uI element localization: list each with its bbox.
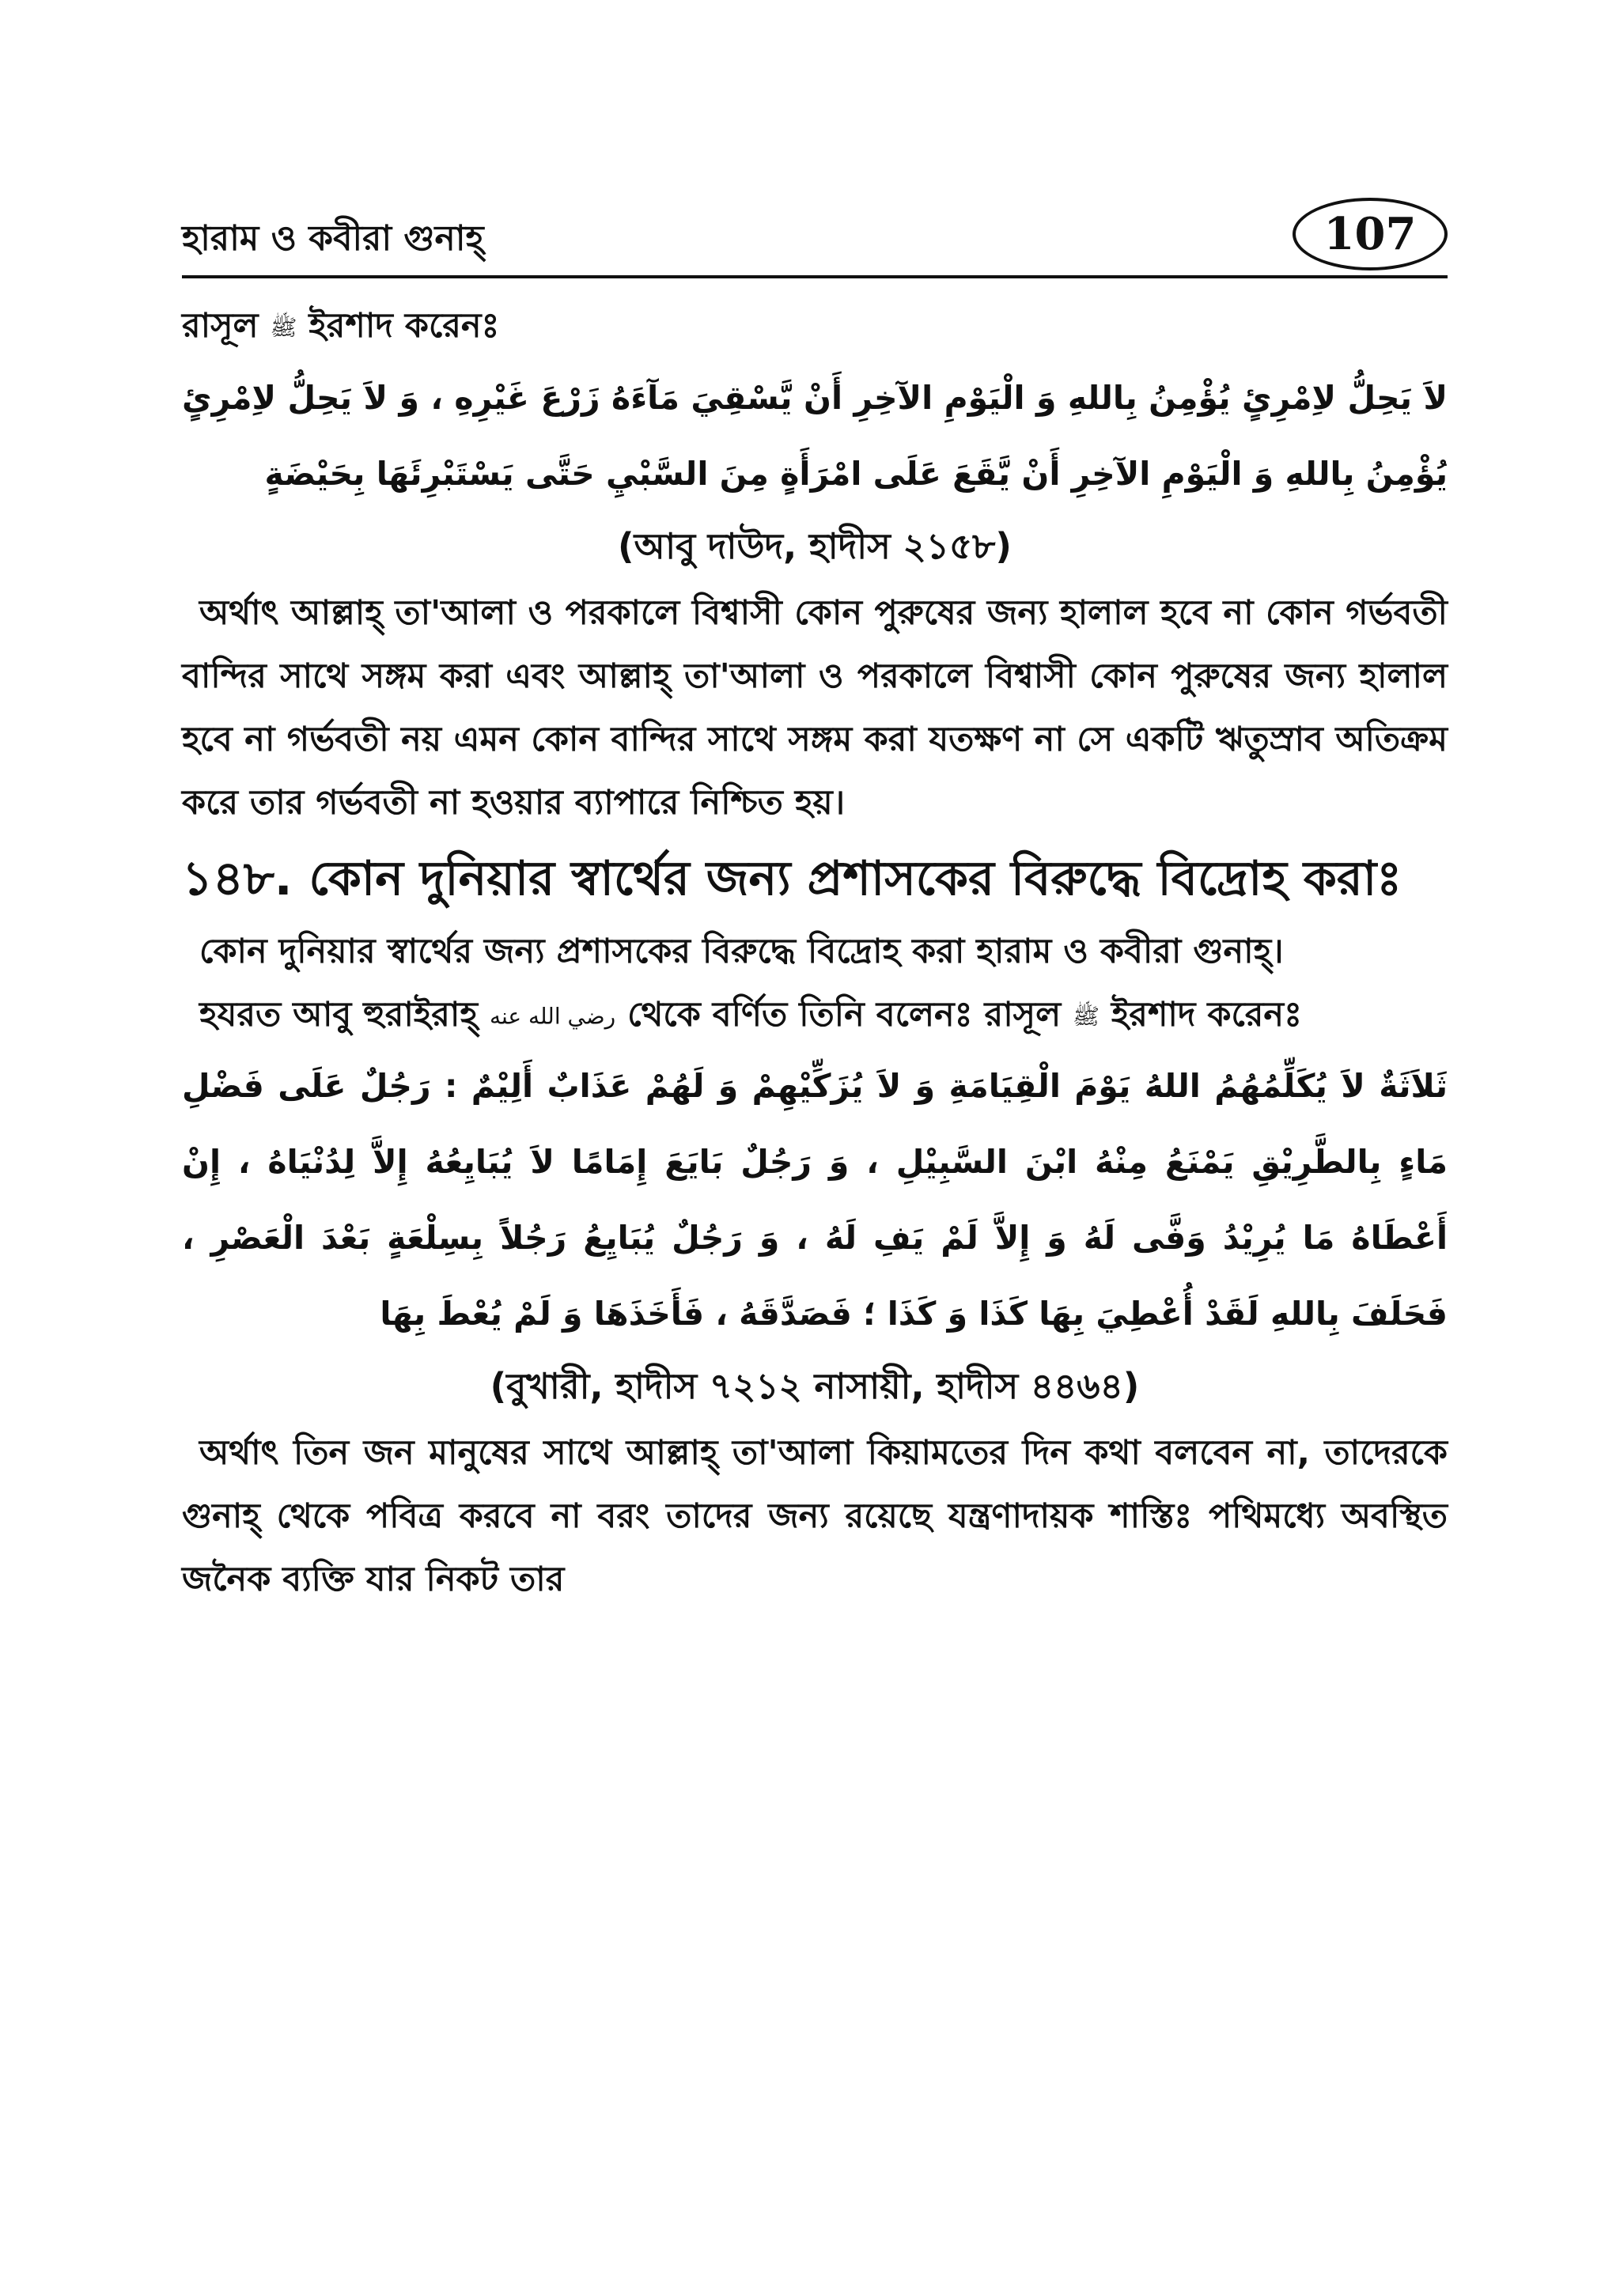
hadith1-translation: অর্থাৎ আল্লাহ্ তা'আলা ও পরকালে বিশ্বাসী কোন পুরুষের জন্য হালাল হবে না কোন গর্ভবতী বান্দির সাথে সঙ্গম করা এবং আল্লাহ্ তা'আলা ও পরকালে বিশ্বাসী কোন পুরুষের জন্য হালাল হবে না গর্ভবতী নয় এমন কোন বান্দির সাথে সঙ্গম করা যতক্ষণ না সে একটি ঋতুস্রাব অতিক্রম করে তার গর্ভবতী না হওয়ার ব্যাপারে নিশ্চিত হয়।	[182, 592, 1448, 823]
page-body	[182, 294, 1448, 1611]
narration-part3: ইরশাদ করেনঃ	[1111, 994, 1303, 1035]
hadith2-arabic-text: ثَلاَثَةٌ لاَ يُكَلِّمُهُمُ اللهُ يَوْمَ الْقِيَامَةِ وَ لاَ يُزَكِّيْهِمْ وَ لَهُمْ عَذَابٌ أَلِيْمٌ : رَجُلٌ عَلَى فَضْلِ مَاءٍ بِالطَّرِيْقِ يَمْنَعُ مِنْهُ ابْنَ السَّبِيْلِ ، وَ رَجُلٌ بَايَعَ إِمَامًا لاَ يُبَايِعُهُ إِلاَّ لِدُنْيَاهُ ، إِنْ أَعْطَاهُ مَا يُرِيْدُ وَفَّى لَهُ وَ إِلاَّ لَمْ يَفِ لَهُ ، وَ رَجُلٌ يُبَايِعُ رَجُلاً بِسِلْعَةٍ بَعْدَ الْعَصْرِ ، فَحَلَفَ بِاللهِ لَقَدْ أُعْطِيَ بِهَا كَذَا وَ كَذَا ؛ فَصَدَّقَهُ ، فَأَخَذَهَا وَ لَمْ يُعْطَ بِهَا	[182, 1067, 1448, 1333]
hadith1-intro	[182, 294, 1448, 360]
running-title: হারাম ও কবীরা গুনাহ্	[182, 218, 484, 259]
narration-part2: থেকে বর্ণিত তিনি বলেনঃ রাসূল	[627, 994, 1062, 1035]
page-number: 107	[1323, 208, 1417, 260]
salawat-honorific-icon: ﷺ	[1073, 1003, 1100, 1029]
narration-intro	[182, 983, 1448, 1049]
page-number-oval	[1293, 198, 1448, 270]
hadith2-reference: (বুখারী, হাদীস ৭২১২ নাসায়ী, হাদীস ৪৪৬৪)	[490, 1365, 1140, 1407]
section-heading-148: ১৪৮. কোন দুনিয়ার স্বার্থের জন্য প্রশাসকের বিরুদ্ধে বিদ্রোহ করাঃ	[182, 850, 1402, 906]
ruling-text: কোন দুনিয়ার স্বার্থের জন্য প্রশাসকের বিরুদ্ধে বিদ্রোহ করা হারাম ও কবীরা গুনাহ্।	[199, 931, 1284, 971]
salawat-honorific-icon: ﷺ	[270, 314, 297, 341]
hadith1-reference: (আবু দাউদ, হাদীস ২১৫৮)	[618, 524, 1012, 567]
header-divider	[182, 275, 1448, 278]
hadith1-arabic-text: لاَ يَحِلُّ لاِمْرِئٍ يُؤْمِنُ بِاللهِ وَ الْيَوْمِ الآخِرِ أَنْ يَّسْقِيَ مَآءَهُ زَرْعَ غَيْرِهِ ، وَ لاَ يَحِلُّ لاِمْرِئٍ يُؤْمِنُ بِاللهِ وَ الْيَوْمِ الآخِرِ أَنْ يَّقَعَ عَلَى امْرَأَةٍ مِنَ السَّبْيِ حَتَّى يَسْتَبْرِئَهَا بِحَيْضَةٍ	[182, 378, 1448, 493]
radiyallahu-honorific-icon: رضي الله عنه	[489, 1003, 616, 1029]
hadith2-translation: অর্থাৎ তিন জন মানুষের সাথে আল্লাহ্ তা'আলা কিয়ামতের দিন কথা বলবেন না, তাদেরকে গুনাহ্ থেকে পবিত্র করবে না বরং তাদের জন্য রয়েছে যন্ত্রণাদায়ক শাস্তিঃ পথিমধ্যে অবস্থিত জনৈক ব্যক্তি যার নিকট তার	[182, 1433, 1448, 1599]
narration-part1: হযরত আবু হুরাইরাহ্	[199, 994, 478, 1035]
intro-text-after: ইরশাদ করেনঃ	[308, 306, 500, 346]
page-header	[182, 198, 1448, 285]
intro-text-before: রাসূল	[182, 306, 259, 346]
